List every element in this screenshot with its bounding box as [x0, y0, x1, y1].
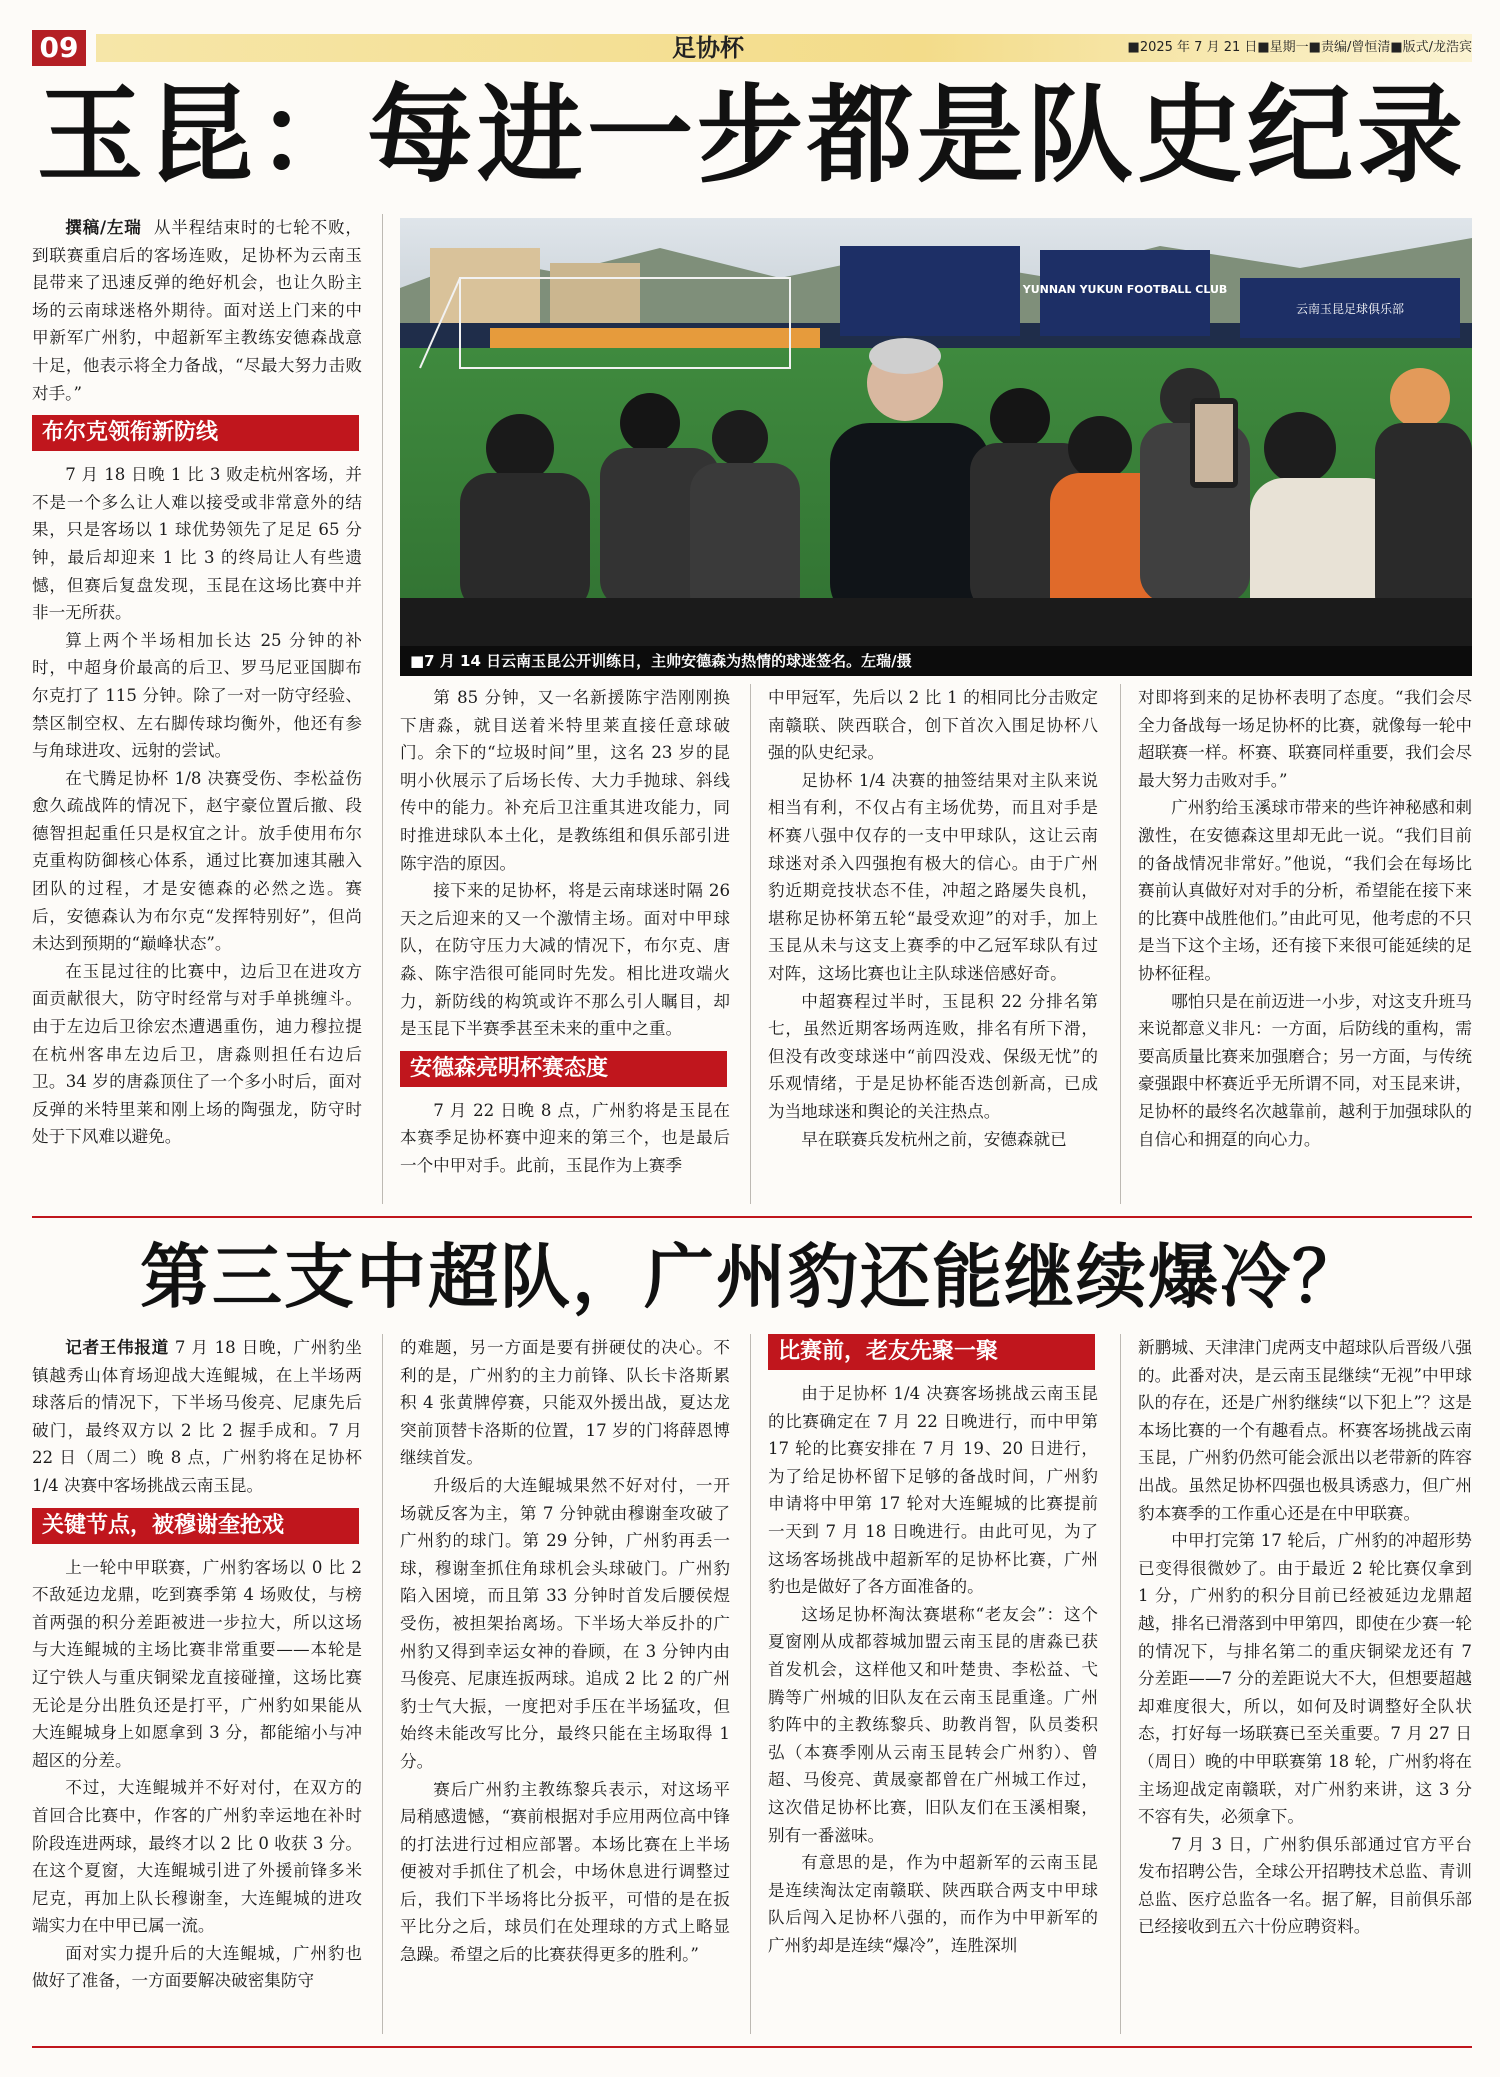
article2-subhead-1: 关键节点，被穆谢奎抢戏 [32, 1508, 362, 1544]
page-bottom-rule [32, 2046, 1472, 2048]
article-separator [32, 1216, 1472, 1218]
column-divider [750, 1334, 751, 2034]
paragraph: 面对实力提升后的大连鲲城，广州豹也做好了准备，一方面要解决破密集防守 [32, 1943, 362, 1991]
article1-byline: 撰稿/左瑞 [65, 218, 142, 237]
paragraph: 7 月 3 日，广州豹俱乐部通过官方平台发布招聘公告，全球公开招聘技术总监、青训总监、医疗总监各一名。据了解，目前俱乐部已经接收到五六十份应聘资料。 [1138, 1834, 1472, 1937]
article1-lead: 撰稿/左瑞 从半程结束时的七轮不败，到联赛重启后的客场连败，足协杯为云南玉昆带来了迅速反弹的绝好机会，也让久盼主场的云南球迷格外期待。面对送上门来的中甲新军广州豹，中超新军主教练安德森战意十足，他表示将全力备战，“尽最大努力击败对手。” [32, 218, 362, 403]
article2-lead: 记者王伟报道 7 月 18 日晚，广州豹坐镇越秀山体育场迎战大连鲲城，在上半场两球落后的情况下，下半场马俊亮、尼康先后破门，最终双方以 2 比 2 握手成和。7 月 22 日（周二）晚 8 点，广州豹将在足协杯 1/4 决赛中客场挑战云南玉昆。 [32, 1338, 362, 1495]
paragraph: 7 月 22 日晚 8 点，广州豹将是玉昆在本赛季足协杯赛中迎来的第三个，也是最后一个中甲对手。此前，玉昆作为上赛季 [400, 1100, 730, 1175]
paragraph: 新鹏城、天津津门虎两支中超球队后晋级八强的。此番对决，是云南玉昆继续“无视”中甲球队的存在，还是广州豹继续“以下犯上”？这是本场比赛的一个有趣看点。杯赛客场挑战云南玉昆，广州豹仍然可能会派出以老带新的阵容出战。虽然足协杯四强也极具诱惑力，但广州豹本赛季的工作重心还是在中甲联赛。 [1138, 1338, 1472, 1523]
paragraph: 广州豹给玉溪球市带来的些许神秘感和刺激性，在安德森这里却无此一说。“我们目前的备战情况非常好。”他说，“我们会在每场比赛前认真做好对对手的分析，希望能在接下来的比赛中战胜他们。”由此可见，他考虑的不只是当下这个主场，还有接下来很可能延续的足协杯征程。 [1138, 798, 1472, 983]
paragraph: 由于足协杯 1/4 决赛客场挑战云南玉昆的比赛确定在 7 月 22 日晚进行，而中甲第 17 轮的比赛安排在 7 月 19、20 日进行，为了给足协杯留下足够的备战时间，广州豹申请将中甲第 17 轮对大连鲲城的比赛提前一天到 7 月 18 日晚进行。由此可见，为了这场客场挑战中超新军的足协杯比赛，广州豹也是做好了各方面准备的。 [768, 1384, 1098, 1597]
column-divider [382, 214, 383, 1204]
paragraph: 对即将到来的足协杯表明了态度。“我们会尽全力备战每一场足协杯的比赛，就像每一轮中超联赛一样。杯赛、联赛同样重要，我们会尽最大努力击败对手。” [1138, 688, 1472, 790]
paragraph: 中甲冠军，先后以 2 比 1 的相同比分击败定南赣联、陕西联合，创下首次入围足协杯八强的队史纪录。 [768, 688, 1098, 763]
article2-subhead-2: 比赛前，老友先聚一聚 [768, 1334, 1098, 1370]
article1-column-2 [400, 684, 730, 1180]
article1-column-4 [1138, 684, 1472, 1153]
paragraph: 的难题，另一方面是要有拼硬仗的决心。不利的是，广州豹的主力前锋、队长卡洛斯累积 4 张黄牌停赛，只能双外援出战，夏达龙突前顶替卡洛斯的位置，17 岁的门将薛恩博继续首发。 [400, 1338, 730, 1468]
paragraph: 算上两个半场相加长达 25 分钟的补时，中超身价最高的后卫、罗马尼亚国脚布尔克打了 115 分钟。除了一对一防守经验、禁区制空权、左右脚传球均衡外，他还有参与角球进攻、远射的尝试。 [32, 630, 362, 761]
article2-byline: 记者王伟报道 [65, 1338, 169, 1357]
paragraph: 赛后广州豹主教练黎兵表示，对这场平局稍感遗憾，“赛前根据对手应用两位高中锋的打法进行过相应部署。本场比赛在上半场便被对手抓住了机会，中场休息进行调整过后，我们下半场将比分扳平，可惜的是在扳平比分之后，球员们在处理球的方式上略显急躁。希望之后的比赛获得更多的胜利。” [400, 1779, 730, 1965]
paragraph: 中甲打完第 17 轮后，广州豹的冲超形势已变得很微妙了。由于最近 2 轮比赛仅拿到 1 分，广州豹的积分目前已经被延边龙鼎超越，排名已滑落到中甲第四，即使在少赛一轮的情况下，与排名第二的重庆铜梁龙还有 7 分差距——7 分的差距说大不大，但想要超越却难度很大，所以，如何及时调整好全队状态，打好每一场联赛已至关重要。7 月 27 日（周日）晚的中甲联赛第 18 轮，广州豹将在主场迎战定南赣联，对广州豹来讲，这 3 分不容有失，必须拿下。 [1138, 1531, 1472, 1827]
page-number: 09 [32, 30, 86, 66]
article2-column-2 [400, 1334, 730, 1969]
paragraph: 不过，大连鲲城并不好对付，在双方的首回合比赛中，作客的广州豹幸运地在补时阶段连进两球，最终才以 2 比 0 收获 3 分。在这个夏窗，大连鲲城引进了外援前锋多米尼克，再加上队长穆谢奎，大连鲲城的进攻端实力在中甲已属一流。 [32, 1778, 362, 1936]
paragraph: 上一轮中甲联赛，广州豹客场以 0 比 2 不敌延边龙鼎，吃到赛季第 4 场败仗，与榜首两强的积分差距被进一步拉大，所以这场与大连鲲城的主场比赛非常重要——本轮是辽宁铁人与重庆铜梁龙直接碰撞，这场比赛无论是分出胜负还是打平，广州豹如果能从大连鲲城身上如愿拿到 3 分，都能缩小与冲超区的分差。 [32, 1557, 362, 1770]
paragraph: 早在联赛兵发杭州之前，安德森就已 [801, 1129, 1067, 1149]
article1-subhead-2: 安德森亮明杯赛态度 [400, 1051, 730, 1087]
article2-column-4 [1138, 1334, 1472, 1941]
paragraph: 接下来的足协杯，将是云南球迷时隔 26 天之后迎来的又一个激情主场。面对中甲球队，在防守压力大减的情况下，布尔克、唐淼、陈宇浩很可能同时先发。相比进攻端火力，新防线的构筑或许不那么引人瞩目，却是玉昆下半赛季甚至未来的重中之重。 [400, 881, 730, 1039]
article2-column-3 [768, 1334, 1098, 1959]
section-name: 足协杯 [672, 34, 744, 62]
photo-caption: ■7 月 14 日云南玉昆公开训练日，主帅安德森为热情的球迷签名。左瑞/摄 [400, 646, 1472, 676]
article1-column-1 [32, 214, 362, 1151]
header-meta: ■2025 年 7 月 21 日■星期一■责编/曾恒清■版式/龙浩宾 [1127, 40, 1472, 55]
sign-board-text-cn: 云南玉昆足球俱乐部 [1295, 302, 1405, 316]
paragraph: 第 85 分钟，又一名新援陈宇浩刚刚换下唐淼，就目送着米特里莱直接任意球破门。余下的“垃圾时间”里，这名 23 岁的昆明小伙展示了后场长传、大力手抛球、斜线传中的能力。补充后卫注重其进攻能力，同时推进球队本土化，是教练组和俱乐部引进陈宇浩的原因。 [400, 688, 730, 873]
paragraph: 在弋腾足协杯 1/8 决赛受伤、李松益伤愈久疏战阵的情况下，赵宇豪位置后撤、段德智担起重任只是权宜之计。放手使用布尔克重构防御核心体系，通过比赛加速其融入团队的过程，才是安德森的必然之选。赛后，安德森认为布尔克“发挥特别好”，但尚未达到预期的“巅峰状态”。 [32, 768, 362, 954]
article1-column-3 [768, 684, 1098, 1153]
column-divider [1120, 1334, 1121, 2034]
paragraph: 7 月 18 日晚 1 比 3 败走杭州客场，并不是一个多么让人难以接受或非常意外的结果，只是客场以 1 球优势领先了足足 65 分钟，最后却迎来 1 比 3 的终局让人有些遗憾，但赛后复盘发现，玉昆在这场比赛中并非一无所获。 [32, 465, 362, 623]
paragraph: 升级后的大连鲲城果然不好对付，一开场就反客为主，第 7 分钟就由穆谢奎攻破了广州豹的球门。第 29 分钟，广州豹再丢一球，穆谢奎抓住角球机会头球破门。广州豹陷入困境，而且第 33 分钟时首发后腰侯煜受伤，被担架抬离场。下半场大举反扑的广州豹又得到幸运女神的眷顾，在 3 分钟内由马俊亮、尼康连扳两球。追成 2 比 2 的广州豹士气大振，一度把对手压在半场猛攻，但始终未能改写比分，最终只能在主场取得 1 分。 [400, 1475, 730, 1771]
column-divider [750, 684, 751, 1204]
page-header [32, 30, 1472, 66]
article2-headline: 第三支中超队，广州豹还能继续爆冷？ [140, 1236, 1364, 1318]
column-divider [1120, 684, 1121, 1204]
article1-headline: 玉昆：每进一步都是队史纪录 [37, 72, 1467, 197]
training-photo-image [400, 218, 1472, 676]
sign-board-text: YUNNAN YUKUN FOOTBALL CLUB [1022, 283, 1228, 296]
article1-subhead-1: 布尔克领衔新防线 [32, 415, 362, 451]
article2-column-1 [32, 1334, 362, 1995]
paragraph: 足协杯 1/4 决赛的抽签结果对主队来说相当有利，不仅占有主场优势，而且对手是杯赛八强中仅存的一支中甲球队，这让云南球迷对杀入四强抱有极大的信心。由于广州豹近期竞技状态不佳，冲超之路屡失良机，堪称足协杯第五轮“最受欢迎”的对手，加上玉昆从未与这支上赛季的中乙冠军球队有过对阵，这场比赛也让主队球迷倍感好奇。 [768, 770, 1098, 983]
paragraph: 中超赛程过半时，玉昆积 22 分排名第七，虽然近期客场两连败，排名有所下滑，但没有改变球迷中“前四没戏、保级无忧”的乐观情绪，于是足协杯能否迭创新高，已成为当地球迷和舆论的关注热点。 [768, 991, 1098, 1121]
column-divider [382, 1334, 383, 2034]
paragraph: 有意思的是，作为中超新军的云南玉昆是连续淘汰定南赣联、陕西联合两支中甲球队后闯入足协杯八强的，而作为中甲新军的广州豹却是连续“爆冷”，连胜深圳 [768, 1853, 1098, 1955]
paragraph: 在玉昆过往的比赛中，边后卫在进攻方面贡献很大，防守时经常与对手单挑缠斗。由于左边后卫徐宏杰遭遇重伤，迪力穆拉提在杭州客串左边后卫，唐淼则担任右边后卫。34 岁的唐淼顶住了一个多小时后，面对反弹的米特里莱和刚上场的陶强龙，防守时处于下风难以避免。 [32, 961, 362, 1147]
paragraph: 哪怕只是在前迈进一小步，对这支升班马来说都意义非凡：一方面，后防线的重构，需要高质量比赛来加强磨合；另一方面，与传统豪强跟中杯赛近乎无所谓不同，对玉昆来讲，足协杯的最终名次越靠前，越利于加强球队的自信心和拥趸的向心力。 [1138, 991, 1472, 1149]
training-photo [400, 218, 1472, 676]
paragraph: 这场足协杯淘汰赛堪称“老友会”：这个夏窗刚从成都蓉城加盟云南玉昆的唐淼已获首发机会，这样他又和叶楚贵、李松益、弋腾等广州城的旧队友在云南玉昆重逢。广州豹阵中的主教练黎兵、助教肖智，队员娄积弘（本赛季刚从云南玉昆转会广州豹）、曾超、马俊亮、黄晟豪都曾在广州城工作过，这次借足协杯比赛，旧队友们在玉溪相聚，别有一番滋味。 [768, 1604, 1098, 1845]
